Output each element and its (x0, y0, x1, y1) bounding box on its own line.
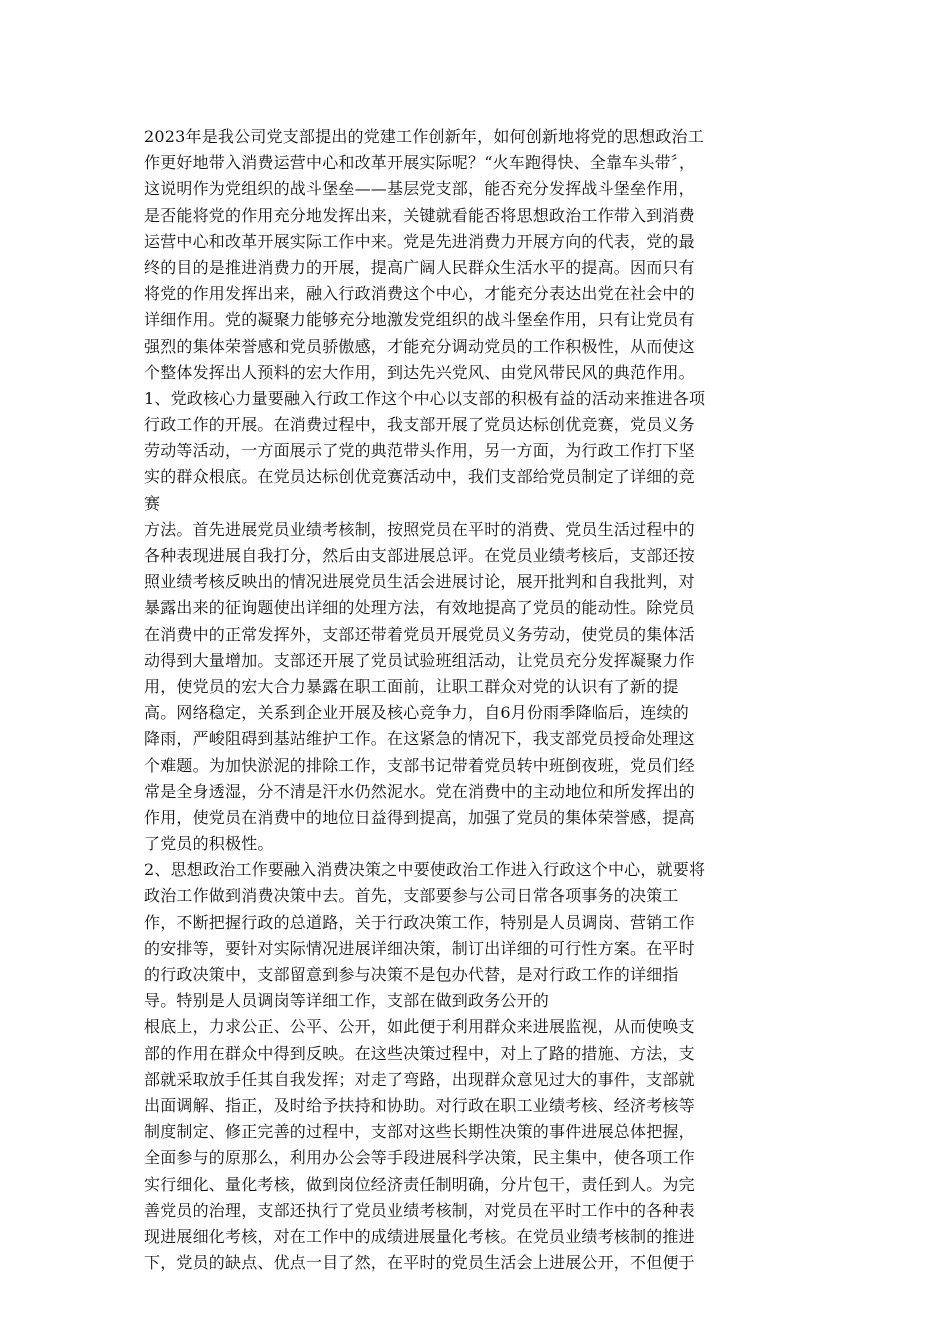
text-line: 强烈的集体荣誉感和党员骄傲感，才能充分调动党员的工作积极性，从而使这 (144, 336, 695, 356)
text-line: 个难题。为加快淤泥的排除工作，支部书记带着党员转中班倒夜班，党员们经 (144, 755, 695, 775)
text-line: 的行政决策中，支部留意到参与决策不是包办代替，是对行政工作的详细指 (144, 965, 679, 984)
text-line: 2023年是我公司党支部提出的党建工作创新年，如何创新地将党的思想政治工 (144, 127, 704, 146)
text-line: 照业绩考核反映出的情况进展党员生活会进展讨论，展开批判和自我批判，对 (144, 572, 695, 592)
text-line: 实的群众根底。在党员达标创优竞赛活动中，我们支部给党员制定了详细的竞 (144, 467, 695, 487)
text-line: 1、党政核心力量要融入行政工作这个中心以支部的积极有益的活动来推进各项 (144, 388, 706, 408)
text-line: 出面调解、指正，及时给予扶持和协助。对行政在职工业绩考核、经济考核等 (144, 1095, 695, 1115)
text-line: 方法。首先进展党员业绩考核制，按照党员在平时的消费、党员生活过程中的 (144, 519, 695, 539)
text-line: 现进展细化考核，对在工作中的成绩进展量化考核。在党员业绩考核制的推进 (144, 1226, 695, 1246)
text-line: 降雨，严峻阻碍到基站维护工作。在这紧急的情况下，我支部党员授命处理这 (144, 729, 695, 749)
text-line: 动得到大量增加。支部还开展了党员试验班组活动，让党员充分发挥凝聚力作 (144, 650, 695, 670)
text-line: 这说明作为党组织的战斗堡垒——基层党支部，能否充分发挥战斗堡垒作用， (144, 179, 695, 199)
text-line: 善党员的治理，支部还执行了党员业绩考核制，对党员在平时工作中的各种表 (144, 1200, 695, 1220)
text-line: 暴露出来的征询题使出详细的处理方法，有效地提高了党员的能动性。除党员 (144, 598, 695, 618)
text-line: 将党的作用发挥出来，融入行政消费这个中心，才能充分表达出党在社会中的 (144, 284, 695, 304)
text-line: 详细作用。党的凝聚力能够充分地激发党组织的战斗堡垒作用，只有让党员有 (144, 310, 695, 330)
text-line: 的安排等，要针对实际情况进展详细决策，制订出详细的可行性方案。在平时 (144, 938, 695, 958)
text-line: 是否能将党的作用充分地发挥出来，关键就看能否将思想政治工作带入到消费 (144, 205, 695, 225)
document-body (144, 124, 809, 1276)
text-line: 在消费中的正常发挥外，支部还带着党员开展党员义务劳动，使党员的集体活 (144, 624, 695, 644)
text-line: 制度制定、修正完善的过程中，支部对这些长期性决策的事件进展总体把握， (144, 1122, 695, 1142)
text-line: 各种表现进展自我打分，然后由支部进展总评。在党员业绩考核后，支部还按 (144, 546, 695, 565)
text-line: 部就采取放手任其自我发挥；对走了弯路，出现群众意见过大的事件，支部就 (144, 1069, 695, 1089)
text-line: 导。特别是人员调岗等详细工作，支部在做到政务公开的 (144, 991, 550, 1011)
text-line: 行政工作的开展。在消费过程中，我支部开展了党员达标创优竞赛，党员义务 (144, 415, 695, 435)
text-line: 根底上，力求公正、公平、公开，如此便于利用群众来进展监视，从而使唤支 (144, 1017, 695, 1037)
text-line: 部的作用在群众中得到反映。在这些决策过程中，对上了路的措施、方法，支 (144, 1043, 695, 1063)
text-line: 用，使党员的宏大合力暴露在职工面前，让职工群众对党的认识有了新的提 (144, 676, 679, 696)
text-line: 作，不断把握行政的总道路，关于行政决策工作，特别是人员调岗、营销工作 (144, 912, 695, 932)
text-line: 劳动等活动，一方面展示了党的典范带头作用，另一方面，为行政工作打下坚 (144, 441, 695, 461)
text-line: 2、思想政治工作要融入消费决策之中要使政治工作进入行政这个中心，就要将 (144, 860, 706, 880)
text-line: 政治工作做到消费决策中去。首先，支部要参与公司日常各项事务的决策工 (144, 886, 679, 906)
text-line: 个整体发挥出人预料的宏大作用，到达先兴党风、由党风带民风的典范作用。 (144, 362, 695, 382)
text-line: 终的目的是推进消费力的开展，提高广阔人民群众生活水平的提高。因而只有 (144, 257, 695, 277)
text-line: 下，党员的缺点、优点一目了然，在平时的党员生活会上进展公开，不但便于 (144, 1253, 695, 1273)
text-line: 了党员的积极性。 (144, 834, 274, 854)
text-line: 常是全身透湿，分不清是汗水仍然泥水。党在消费中的主动地位和所发挥出的 (144, 781, 695, 801)
text-line: 作更好地带入消费运营中心和改革开展实际呢？“火车跑得快、全靠车头带〞， (144, 153, 696, 173)
text-line: 作用，使党员在消费中的地位日益得到提高，加强了党员的集体荣誉感，提高 (144, 807, 695, 827)
text-line: 实行细化、量化考核，做到岗位经济责任制明确，分片包干，责任到人。为完 (144, 1174, 695, 1194)
text-line: 高。网络稳定，关系到企业开展及核心竞争力，自6月份雨季降临后，连续的 (144, 703, 689, 723)
text-line: 全面参与的原那么，利用办公会等手段进展科学决策，民主集中，使各项工作 (144, 1148, 695, 1168)
text-line: 运营中心和改革开展实际工作中来。党是先进消费力开展方向的代表，党的最 (144, 231, 695, 251)
text-line: 赛 (144, 493, 161, 513)
